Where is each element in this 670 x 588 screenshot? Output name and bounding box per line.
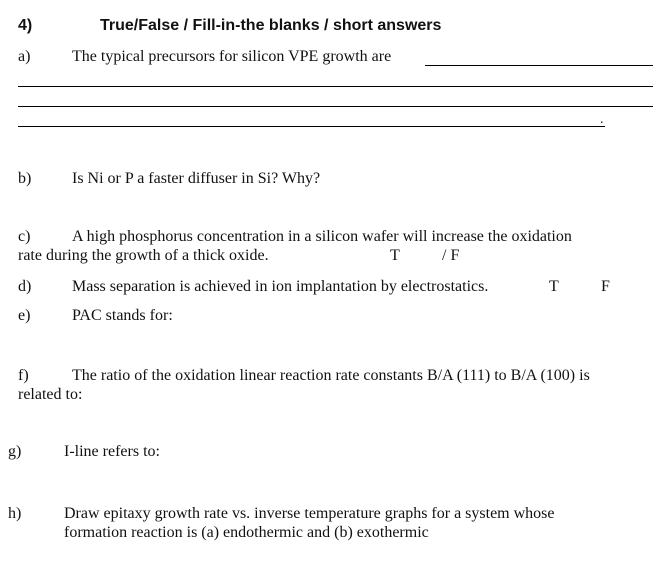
question-c-line2: rate during the growth of a thick oxide. bbox=[18, 247, 269, 264]
question-d-false-option[interactable]: F bbox=[601, 278, 610, 295]
question-f-label: f) bbox=[18, 367, 29, 384]
section-title: True/False / Fill-in-the blanks / short answers bbox=[100, 17, 442, 34]
section-number: 4) bbox=[18, 17, 33, 34]
answer-line-a-1[interactable] bbox=[425, 65, 653, 66]
question-a-text: The typical precursors for silicon VPE growth are bbox=[72, 48, 392, 65]
question-d-label: d) bbox=[18, 278, 32, 295]
question-h-line2: formation reaction is (a) endothermic and (b) exothermic bbox=[64, 524, 429, 541]
question-h-line1: Draw epitaxy growth rate vs. inverse temperature graphs for a system whose bbox=[64, 505, 555, 522]
question-b-text: Is Ni or P a faster diffuser in Si? Why? bbox=[72, 170, 321, 187]
question-c-label: c) bbox=[18, 228, 31, 245]
question-c-line1: A high phosphorus concentration in a silicon wafer will increase the oxidation bbox=[72, 228, 572, 245]
question-f-line1: The ratio of the oxidation linear reaction rate constants B/A (111) to B/A (100) is bbox=[72, 367, 590, 384]
question-g-label: g) bbox=[8, 443, 22, 460]
question-e-label: e) bbox=[18, 307, 31, 324]
question-e-text: PAC stands for: bbox=[72, 307, 173, 324]
question-f-line2: related to: bbox=[18, 386, 83, 403]
answer-line-a-3[interactable] bbox=[18, 106, 653, 107]
question-g-text: I-line refers to: bbox=[64, 443, 160, 460]
question-h-label: h) bbox=[8, 505, 22, 522]
question-c-true-option[interactable]: T bbox=[390, 247, 400, 264]
question-d-text: Mass separation is achieved in ion implantation by electrostatics. bbox=[72, 278, 489, 295]
answer-line-a-4[interactable] bbox=[18, 126, 605, 127]
question-c-false-option[interactable]: / F bbox=[442, 247, 460, 264]
question-a-label: a) bbox=[18, 48, 31, 65]
question-b-label: b) bbox=[18, 170, 32, 187]
question-d-true-option[interactable]: T bbox=[549, 278, 559, 295]
answer-period: . bbox=[600, 112, 604, 127]
answer-line-a-2[interactable] bbox=[18, 86, 653, 87]
